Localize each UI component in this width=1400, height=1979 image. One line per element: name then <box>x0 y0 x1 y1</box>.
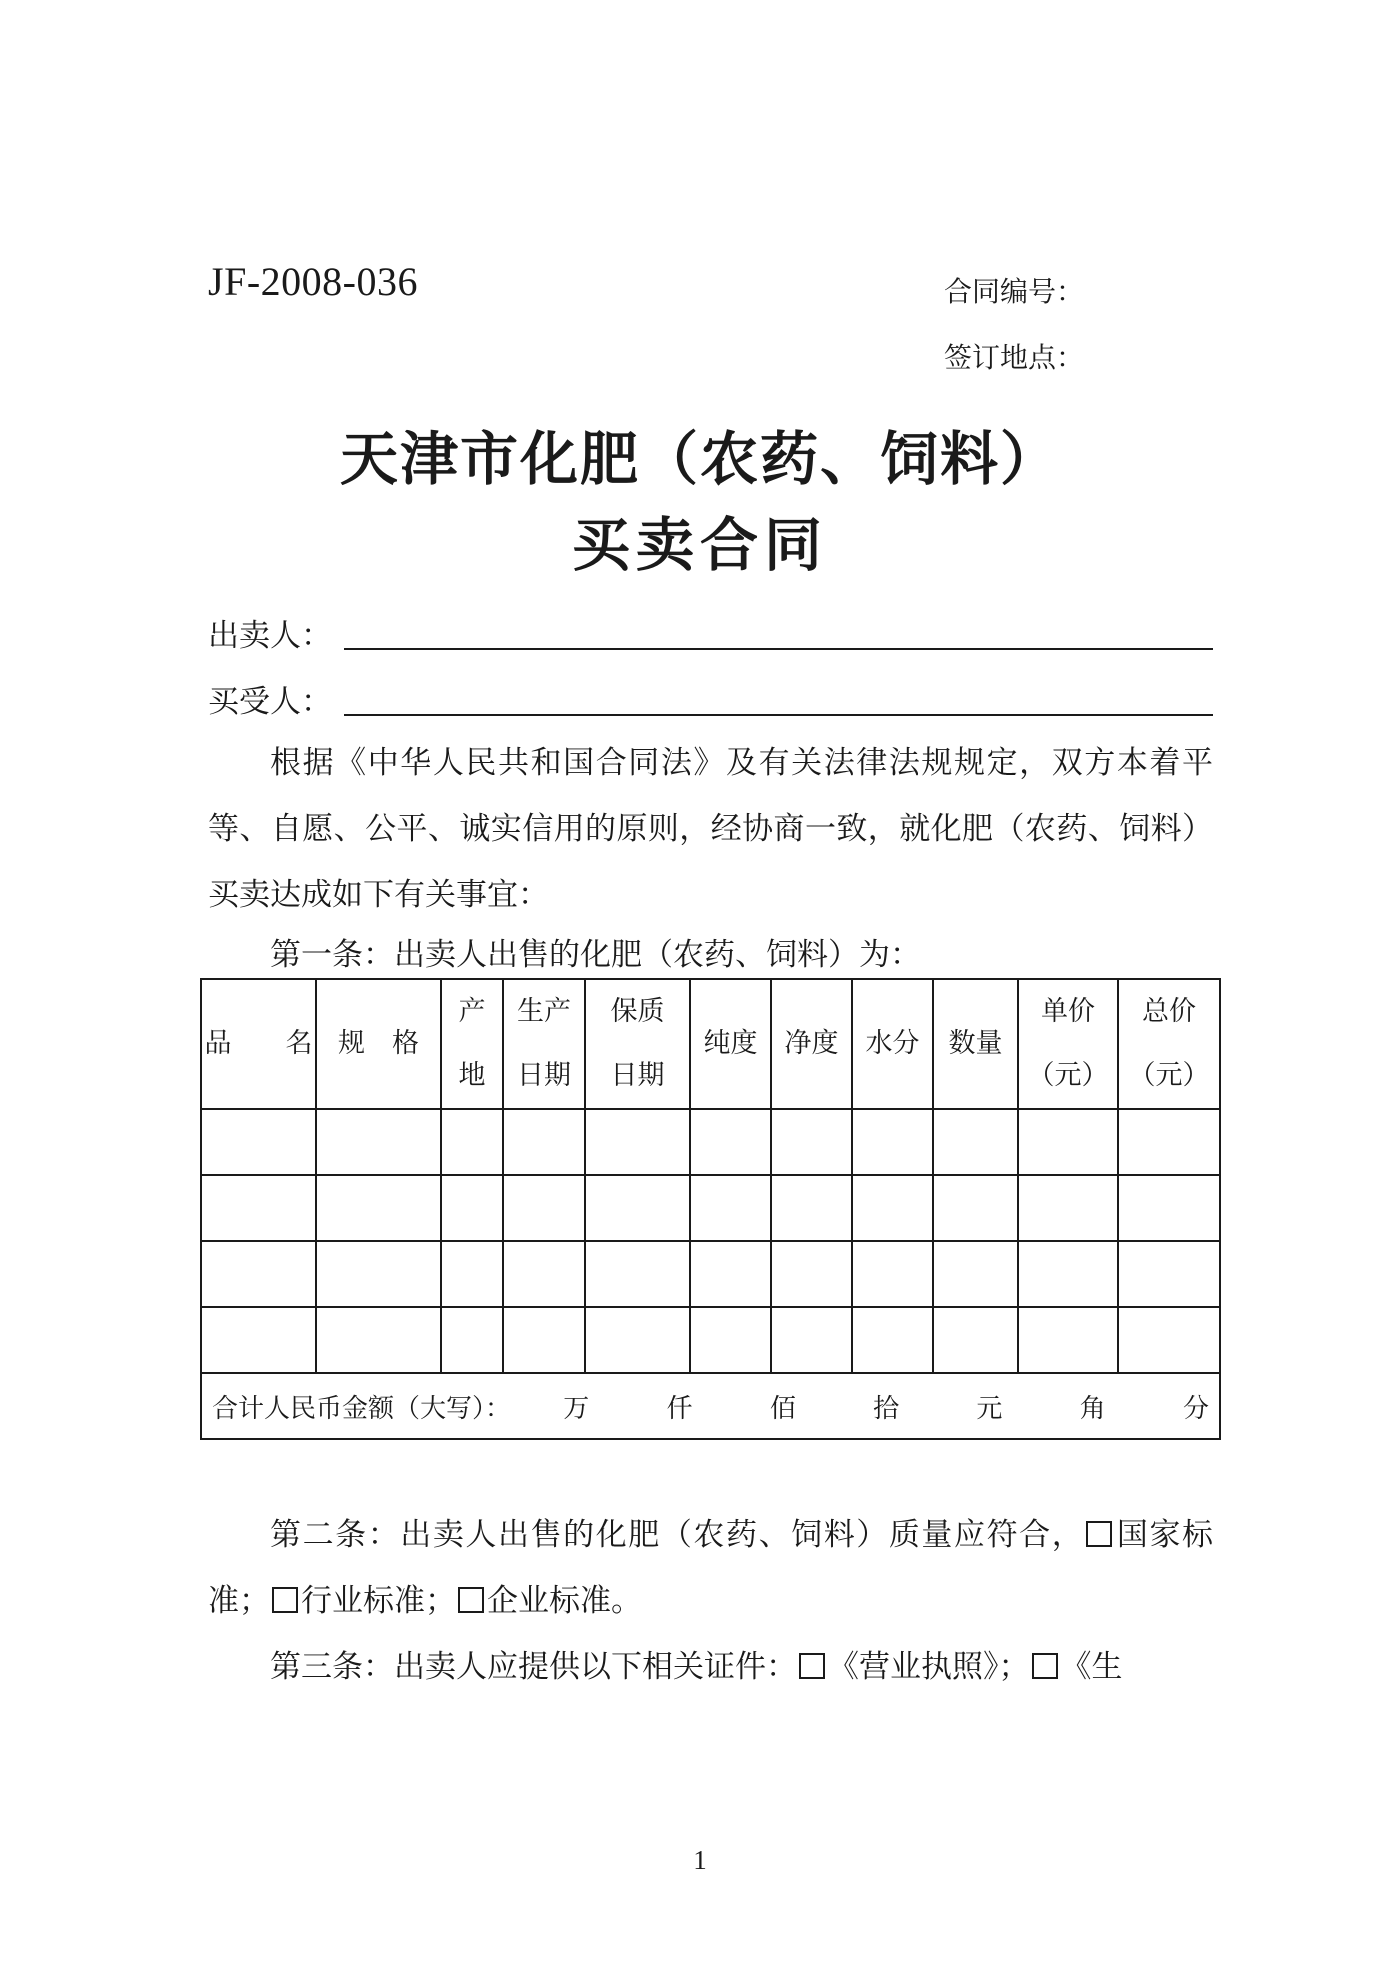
table-cell[interactable] <box>690 1307 771 1373</box>
table-cell[interactable] <box>1018 1175 1118 1241</box>
enterprise-standard-checkbox[interactable] <box>458 1587 484 1613</box>
business-license-label: 《营业执照》； <box>828 1649 1030 1685</box>
table-cell[interactable] <box>690 1109 771 1175</box>
table-cell[interactable] <box>201 1109 316 1175</box>
article-2-text: 第二条：出卖人出售的化肥（农药、饲料）质量应符合， <box>270 1517 1085 1553</box>
unit-qian: 仟 <box>666 1393 693 1424</box>
table-cell[interactable] <box>201 1175 316 1241</box>
header-origin: 产 地 <box>441 979 503 1109</box>
table-cell[interactable] <box>771 1175 852 1241</box>
buyer-blank-line[interactable] <box>344 714 1213 716</box>
table-cell[interactable] <box>585 1109 690 1175</box>
table-cell[interactable] <box>503 1307 585 1373</box>
table-cell[interactable] <box>1018 1307 1118 1373</box>
header-spec: 规 格 <box>316 979 441 1109</box>
table-cell[interactable] <box>933 1307 1018 1373</box>
article-3 <box>208 1634 1213 1700</box>
seller-label: 出卖人： <box>208 618 332 654</box>
unit-shi: 拾 <box>873 1393 900 1424</box>
table-cell[interactable] <box>503 1241 585 1307</box>
table-cell[interactable] <box>1118 1241 1220 1307</box>
industry-standard-label: 行业标准； <box>301 1583 456 1619</box>
header-moisture: 水分 <box>852 979 933 1109</box>
article-1: 第一条：出卖人出售的化肥（农药、饲料）为： <box>270 937 921 973</box>
table-cell[interactable] <box>316 1241 441 1307</box>
contract-title-line2: 买卖合同 <box>571 511 828 579</box>
unit-jiao: 角 <box>1079 1393 1106 1424</box>
unit-fen: 分 <box>1182 1393 1209 1424</box>
table-cell[interactable] <box>1118 1175 1220 1241</box>
table-cell[interactable] <box>1118 1307 1220 1373</box>
table-cell[interactable] <box>585 1307 690 1373</box>
table-cell[interactable] <box>933 1241 1018 1307</box>
unit-yuan: 元 <box>976 1393 1003 1424</box>
table-cell[interactable] <box>316 1109 441 1175</box>
table-cell[interactable] <box>852 1241 933 1307</box>
unit-wan: 万 <box>563 1393 590 1424</box>
signing-place-label: 签订地点： <box>944 341 1085 374</box>
table-cell[interactable] <box>441 1109 503 1175</box>
table-row <box>201 1109 1220 1175</box>
table-cell[interactable] <box>852 1175 933 1241</box>
table-cell[interactable] <box>771 1241 852 1307</box>
table-cell[interactable] <box>441 1175 503 1241</box>
article-2 <box>208 1502 1213 1634</box>
table-cell[interactable] <box>852 1109 933 1175</box>
table-cell[interactable] <box>316 1307 441 1373</box>
header-total-price: 总价 （元） <box>1118 979 1220 1109</box>
table-header-row <box>201 979 1220 1109</box>
header-name: 品 名 <box>201 979 316 1109</box>
goods-table <box>200 978 1221 1440</box>
production-license-checkbox[interactable] <box>1032 1653 1058 1679</box>
table-cell[interactable] <box>585 1175 690 1241</box>
table-cell[interactable] <box>1118 1109 1220 1175</box>
table-total-row <box>201 1373 1220 1439</box>
table-cell[interactable] <box>690 1175 771 1241</box>
table-cell[interactable] <box>771 1109 852 1175</box>
seller-field <box>208 604 1213 652</box>
contract-number-label: 合同编号： <box>944 275 1085 308</box>
header-cleanliness: 净度 <box>771 979 852 1109</box>
header-purity: 纯度 <box>690 979 771 1109</box>
table-cell[interactable] <box>503 1175 585 1241</box>
total-amount-cell[interactable] <box>201 1373 1220 1439</box>
table-cell[interactable] <box>1018 1241 1118 1307</box>
table-cell[interactable] <box>933 1175 1018 1241</box>
table-cell[interactable] <box>441 1307 503 1373</box>
enterprise-standard-label: 企业标准。 <box>487 1583 642 1619</box>
header-quantity: 数量 <box>933 979 1018 1109</box>
national-standard-checkbox[interactable] <box>1086 1521 1112 1547</box>
national-standard-label: 国家标准； <box>208 1517 1214 1619</box>
table-cell[interactable] <box>316 1175 441 1241</box>
header-unit-price: 单价 （元） <box>1018 979 1118 1109</box>
document-code: JF-2008-036 <box>208 259 418 304</box>
table-row <box>201 1307 1220 1373</box>
article-3-text: 第三条：出卖人应提供以下相关证件： <box>270 1649 797 1685</box>
table-cell[interactable] <box>1018 1109 1118 1175</box>
table-row <box>201 1175 1220 1241</box>
header-production-date: 生产 日期 <box>503 979 585 1109</box>
buyer-field <box>208 670 1213 718</box>
contract-title-line1: 天津市化肥（农药、饲料） <box>339 425 1060 493</box>
table-cell[interactable] <box>771 1307 852 1373</box>
production-license-label: 《生 <box>1060 1649 1123 1685</box>
table-cell[interactable] <box>503 1109 585 1175</box>
buyer-label: 买受人： <box>208 684 332 720</box>
table-row <box>201 1241 1220 1307</box>
table-cell[interactable] <box>852 1307 933 1373</box>
table-cell[interactable] <box>201 1307 316 1373</box>
table-cell[interactable] <box>201 1241 316 1307</box>
table-cell[interactable] <box>933 1109 1018 1175</box>
preamble-paragraph: 根据《中华人民共和国合同法》及有关法律法规规定，双方本着平等、自愿、公平、诚实信用的原则，经协商一致，就化肥（农药、饲料）买卖达成如下有关事宜： <box>208 745 1213 913</box>
total-amount-line <box>212 1388 1219 1425</box>
seller-blank-line[interactable] <box>344 648 1213 650</box>
page-number: 1 <box>693 1845 707 1875</box>
industry-standard-checkbox[interactable] <box>272 1587 298 1613</box>
header-shelf-date: 保质 日期 <box>585 979 690 1109</box>
business-license-checkbox[interactable] <box>799 1653 825 1679</box>
total-amount-label: 合计人民币金额（大写）： <box>212 1393 512 1424</box>
table-cell[interactable] <box>585 1241 690 1307</box>
table-cell[interactable] <box>690 1241 771 1307</box>
table-cell[interactable] <box>441 1241 503 1307</box>
unit-bai: 佰 <box>769 1393 796 1424</box>
